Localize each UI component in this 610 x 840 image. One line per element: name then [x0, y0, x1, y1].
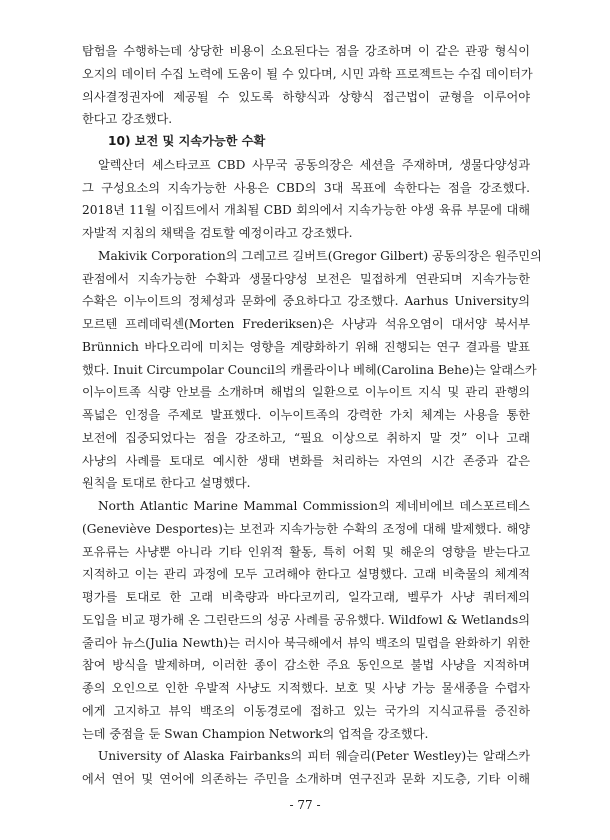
paragraph-line: 사냥의 사례를 토대로 예시한 생태 변화를 처리하는 자연의 시간 존중과 같은 — [82, 453, 530, 468]
paragraph-line: 참여 방식을 발제하며, 이러한 종이 감소한 주요 동인으로 불법 사냥을 지적하며 — [82, 658, 530, 673]
paragraph-line: North Atlantic Marine Mammal Commission의 제네비에브 데스포르테스 — [98, 499, 530, 513]
paragraph-line: 보전에 집중되었다는 점을 강조하고, “필요 이상으로 취하지 말 것” 이나 고래 — [82, 430, 530, 445]
paragraph-line: 오지의 데이터 수집 노력에 도움이 될 수 있다며, 시민 과학 프로젝트는 수집 데이터가 — [82, 66, 533, 81]
paragraph-line: (Geneviève Desportes)는 보전과 지속가능한 수확의 조정에 대해 발제했다. 해양 — [82, 521, 530, 536]
paragraph-line: 2018년 11월 이집트에서 개최될 CBD 회의에서 지속가능한 야생 육류 부문에 대해 — [82, 203, 530, 218]
section-heading: 10) 보전 및 지속가능한 수확 — [108, 134, 266, 148]
paragraph-line: University of Alaska Fairbanks의 피터 웨슬리(Peter Westley)는 알래스카 — [98, 749, 530, 764]
paragraph-line: 포유류는 사냥뿐 아니라 기타 인위적 활동, 특히 어획 및 해운의 영향을 받는다고 — [82, 544, 530, 559]
paragraph-line: 한다고 강조했다. — [82, 112, 173, 127]
paragraph-line: 이누이트족 식량 안보를 소개하며 해법의 일환으로 이누이트 지식 및 관리 관행의 — [82, 385, 530, 400]
paragraph-line: 모르텐 프레데릭센(Morten Frederiksen)은 사냥과 석유오염이 대서양 북서부 — [82, 317, 530, 331]
paragraph-line: 탐험을 수행하는데 상당한 비용이 소요된다는 점을 강조하며 이 같은 관광 형식이 — [82, 44, 530, 58]
paragraph-line: 그 구성요소의 지속가능한 사용은 CBD의 3대 목표에 속한다는 점을 강조했다. — [82, 180, 530, 195]
paragraph-line: 원칙을 토대로 한다고 설명했다. — [82, 476, 251, 491]
paragraph-line: 자발적 지침의 채택을 검토할 예정이라고 강조했다. — [82, 226, 353, 240]
paragraph-line: 평가를 토대로 한 고래 비축량과 바다코끼리, 일각고래, 벨루가 사냥 쿼터제의 — [82, 590, 530, 604]
paragraph-line: Brünnich 바다오리에 미치는 영향을 계량화하기 위해 진행되는 연구 결과를 발표 — [82, 339, 530, 354]
paragraph-line: 도입을 비교 평가해 온 그린란드의 성공 사례를 공유했다. Wildfowl & Wetlands의 — [82, 612, 530, 627]
paragraph-line: 에게 고지하고 뷰익 백조의 이동경로에 접하고 있는 국가의 지식교류를 증진하 — [82, 703, 530, 718]
paragraph-line: 줄리아 뉴스(Julia Newth)는 러시아 북극해에서 뷰익 백조의 밀렵을 완화하기 위한 — [82, 635, 530, 650]
paragraph-line: 는데 중점을 둔 Swan Champion Network의 업적을 강조했다. — [82, 726, 429, 741]
paragraph-line: 에서 연어 및 연어에 의존하는 주민을 소개하며 연구진과 문화 지도층, 기타 이해 — [82, 772, 530, 786]
paragraph-line: Makivik Corporation의 그레고르 길버트(Gregor Gilbert) 공동의장은 원주민의 — [98, 248, 542, 263]
paragraph-line: 의사결정권자에 제공될 수 있도록 하향식과 상향식 접근법이 균형을 이루어야 — [82, 89, 530, 104]
paragraph-line: 했다. Inuit Circumpolar Council의 캐롤라이나 베헤(Carolina Behe)는 알래스카 — [82, 362, 537, 377]
page-number: - 77 - — [289, 798, 321, 812]
paragraph-line: 알렉산더 셰스타코프 CBD 사무국 공동의장은 세션을 주재하며, 생물다양성과 — [98, 157, 530, 172]
paragraph-line: 종의 오인으로 인한 우발적 사냥도 지적했다. 보호 및 사냥 가능 물새종을 수렵자 — [82, 681, 530, 695]
paragraph-line: 지적하고 이는 관리 과정에 모두 고려해야 한다고 설명했다. 고래 비축물의 체계적 — [82, 567, 530, 582]
paragraph-line: 관점에서 지속가능한 수확과 생물다양성 보전은 밀접하게 연관되며 지속가능한 — [82, 271, 530, 286]
paragraph-line: 수확은 이누이트의 정체성과 문화에 중요하다고 강조했다. Aarhus University의 — [82, 294, 530, 309]
paragraph-line: 폭넓은 인정을 주제로 발표했다. 이누이트족의 강력한 가치 체계는 사용을 통한 — [82, 408, 530, 422]
